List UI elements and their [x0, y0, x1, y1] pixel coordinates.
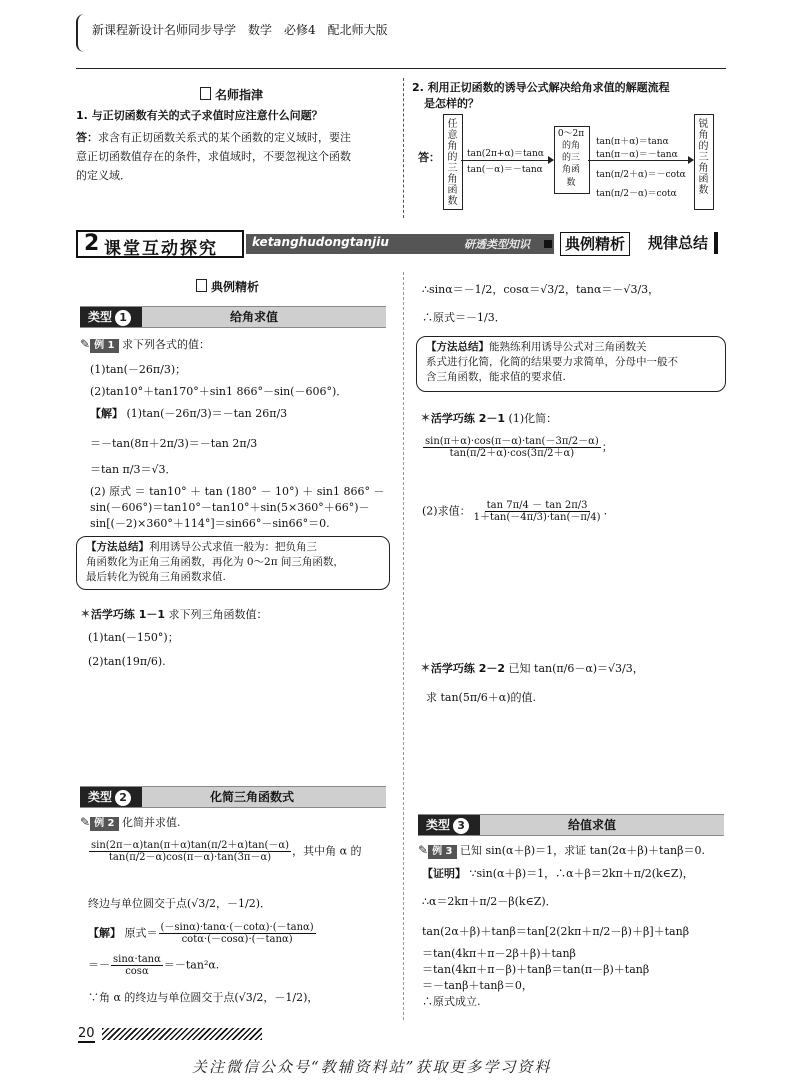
ex3-prompt: ✎ 例 3 已知 sin(α＋β)＝1，求证 tan(2α＋β)＋tanβ＝0.: [418, 842, 705, 859]
prac22-q: 求 tan(5π/6＋α)的值.: [426, 691, 536, 704]
section-number: 2: [84, 231, 100, 256]
book-icon: [200, 87, 211, 100]
flow-formula-2: tan(－α)＝－tanα: [467, 165, 543, 175]
ex2-r1: ∴sinα＝－1/2，cosα＝√3/2，tanα＝－√3/3，: [422, 283, 660, 296]
prac11-q1: (1)tan(－150°)；: [88, 631, 179, 644]
ex2-s2: ＝－ $\frac{\sin\alpha\cdot\tan\alpha}{\cos\alpha}$ ＝－tan²α.: [88, 954, 220, 977]
ex1-s4: (2) 原式 ＝ tan10° ＋ tan (180° － 10°) ＋ sin1 866° －: [90, 485, 385, 498]
method1-text: 【方法总结】利用诱导公式求值一般为：把负角三 角函数化为正角三角函数，再化为 0～2π 间三角函数， 最后转化为锐角三角函数求值.: [86, 541, 344, 584]
flow-formula-1: tan(2π+α)＝tanα: [467, 149, 544, 159]
prac21-expression: $\frac{\sin(\pi+\alpha)\cdot\cos(\pi-\alpha)\cdot\tan(-3\pi/2-\alpha)}{\tan(\pi/2+\alpha)\cdot\cos(3\pi/2+\alpha)}$ ；: [425, 436, 613, 459]
ex3-p6: ＝－tanβ＋tanβ＝0，: [422, 979, 533, 992]
section-pinyin: ketanghudongtanjiu: [252, 235, 389, 249]
type1-bar: [80, 306, 386, 328]
column-divider: [403, 272, 404, 1020]
pencil-icon: ✎: [80, 337, 91, 351]
prac21-q2: (2)求值： $\frac{\tan 7\pi/4 - \tan 2\pi/3}{1+\tan(-4\pi/3)\cdot\tan(-\pi/4)}$ .: [422, 500, 608, 523]
type3-title: 给值求值: [568, 818, 617, 832]
pencil-icon: ✎: [418, 843, 429, 857]
ex2-cond2: 终边与单位圆交于点(√3/2，－1/2)．: [88, 897, 271, 910]
ex1-s5: sin(－606°)＝tan10°－tan10°＋sin(5×360°＋66°)－: [90, 501, 370, 514]
guide-q1-answer: 答：求含有正切函数关系式的某个函数的定义域时，要注 意正切函数值存在的条件，求值域时，不要忽视这个函数 的定义域．: [76, 131, 351, 182]
ex2-prompt: ✎ 例 2 化简并求值.: [80, 814, 181, 831]
section-tag-square: [544, 240, 552, 248]
ex3-p3: tan(2α＋β)＋tanβ＝tan[2(2kπ＋π/2－β)＋β]＋tanβ: [422, 925, 690, 938]
flow-box-acute-text: 锐角的三角函数: [696, 118, 707, 195]
type2-title: 化简三角函数式: [210, 790, 295, 804]
ex1-s1: 【解】 (1)tan(－26π/3)＝－tan 26π/3: [90, 407, 288, 420]
guide-q2-question: 2. 利用正切函数的诱导公式解决给角求值的解题流程 是怎样的？: [412, 81, 670, 110]
footer-note: 关注微信公众号“教辅资料站”获取更多学习资料: [192, 1058, 552, 1076]
flow-arrow-1: [461, 160, 553, 161]
section-subtitle: 研透类型知识: [464, 238, 530, 251]
page-number: 20: [78, 1026, 95, 1041]
ex1-q2: (2)tan10°＋tan170°＋sin1 866°－sin(－606°)．: [90, 385, 348, 398]
flow-formula-3: tan(π＋α)＝tanα: [596, 137, 669, 147]
page-number-bar: [76, 1026, 266, 1042]
ex2-s3: ∵角 α 的终边与单位圆交于点(√3/2，－1/2)，: [88, 991, 319, 1004]
prac11-q2: (2)tan(19π/6).: [88, 655, 166, 668]
prac11-prompt: ✶活学巧练 1－1 求下列三角函数值：: [80, 606, 268, 625]
type2-bar: [80, 786, 386, 808]
method2-text: 【方法总结】能熟练利用诱导公式对三角函数关 系式进行化简，化简的结果要力求简单，分母中一般不 含三角函数，能求值的要求值.: [426, 341, 678, 384]
ex1-q1: (1)tan(－26π/3)；: [90, 363, 187, 376]
star-icon: ✶: [80, 607, 91, 622]
ex3-p4: ＝tan(4kπ＋π－2β＋β)＋tanβ: [422, 947, 576, 960]
ex3-p2: ∴α＝2kπ＋π/2－β(k∈Z)．: [422, 895, 557, 908]
ex2-s1: 【解】 原式＝ $\frac{(-\sin\alpha)\cdot\tan\alpha\cdot(-\cot\alpha)\cdot(-\tan\alpha)}{\cot\alpha\cdot(-\cos\alpha)\cdot(-\tan\alpha)}$: [88, 922, 314, 945]
guide-q1-question: 1. 与正切函数有关的式子求值时应注意什么问题？: [76, 109, 323, 122]
guide-q2-answer-label: 答：: [418, 151, 440, 164]
examples-heading: 典例精析: [196, 276, 259, 296]
section-banner-stripe: [246, 234, 554, 254]
type1-tag: 类型 1: [80, 307, 142, 327]
section-tag-2: 规律总结: [648, 232, 718, 254]
star-icon: ✶: [420, 411, 431, 426]
prac21-prompt: ✶活学巧练 2－1 (1)化简：: [420, 410, 557, 429]
ex3-p5: ＝tan(4kπ＋π－β)＋tanβ＝tan(π－β)＋tanβ: [422, 963, 650, 976]
ex3-p1: 【证明】 ∵sin(α＋β)＝1，∴α＋β＝2kπ＋π/2(k∈Z)，: [422, 867, 694, 880]
ex1-s2: ＝－tan(8π＋2π/3)＝－tan 2π/3: [90, 437, 258, 450]
header-rule: [76, 68, 726, 69]
ex1-s3: ＝tan π/3＝√3．: [90, 463, 177, 476]
ex3-p7: ∴原式成立.: [422, 995, 481, 1008]
section-tag-1: 典例精析: [560, 232, 630, 256]
section-banner: [76, 228, 726, 260]
type2-tag: 类型 2: [80, 787, 142, 807]
prac22-prompt: ✶活学巧练 2－2 已知 tan(π/6－α)＝√3/3，: [420, 660, 644, 679]
flow-formula-6: tan(π/2－α)＝cotα: [596, 189, 677, 199]
ex1-prompt: ✎ 例 1 求下列各式的值：: [80, 336, 210, 353]
flow-formula-4: tan(π－α)＝－tanα: [596, 150, 678, 160]
guide-heading: 名师指津: [200, 84, 263, 104]
book-icon: [196, 279, 207, 292]
flow-box-0-2pi-text: 0～2π 的角 的三 角函 数: [557, 129, 585, 188]
guide-divider: [403, 78, 404, 218]
type3-tag: 类型 3: [418, 815, 480, 835]
ex1-s6: sin[(－2)×360°＋114°]＝sin66°－sin66°＝0.: [90, 517, 330, 530]
type3-bar: [418, 814, 724, 836]
page-number-hatch: [102, 1028, 262, 1040]
flow-box-any-angle-text: 任意角的三角函数: [445, 118, 456, 206]
ex2-expression: $\frac{\sin(2\pi-\alpha)\tan(\pi+\alpha)\tan(\pi/2+\alpha)\tan(-\alpha)}{\tan(\pi/2-\alpha)\cos(\pi-\alpha)\cdot\tan(3\pi-\alpha)}$ ，其中角 α 的: [91, 840, 362, 863]
star-icon: ✶: [420, 661, 431, 676]
section-title: 课堂互动探究: [104, 239, 218, 259]
flow-formula-5: tan(π/2＋α)＝－cotα: [596, 170, 686, 180]
section-banner-left: [76, 230, 244, 258]
header-bracket: [76, 14, 88, 52]
header-title: 新课程新设计名师同步导学 数学 必修4 配北师大版: [92, 23, 388, 37]
type1-title: 给角求值: [230, 310, 279, 324]
ex2-r2: ∴原式＝－1/3．: [422, 311, 506, 324]
flow-arrow-2: [588, 160, 692, 161]
pencil-icon: ✎: [80, 815, 91, 829]
